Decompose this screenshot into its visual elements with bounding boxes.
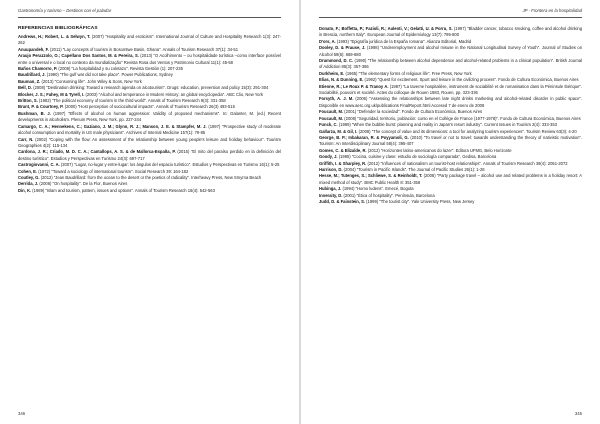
- reference-authors: Donato, F.; Boffetta, P.; Fazioli, R.; Aulenti, V.; Gelatti, U. & Porru, S.: [319, 26, 453, 31]
- reference-details: (2006) "La hospitalidad y su coletazo". Revista Gestión (1): 207-235: [57, 66, 183, 72]
- reference-authors: Gomes, C. & Elizalde, R.: [319, 147, 367, 153]
- reference-details: (2006) "Assessing the relationships between late night drinks marketing and alcohol-related disorder in public space". Disponible en www.aerc.org.uk/publications FinalReport.html Accesed 7 de enero de 2008: [319, 96, 583, 108]
- reference-entry: [319, 135, 582, 148]
- reference-details: (2008) "The concept of value and its dimensions: a tool for analyzing tourism experiences". Tourism Review 63(3): 4-20: [357, 128, 577, 134]
- reference-entry: [18, 34, 281, 47]
- reference-details: (1972) "Toward a sociology of international tourism". Social Research 39: 164-182: [37, 168, 189, 174]
- reference-entry: [18, 53, 281, 66]
- reference-entry: [319, 26, 582, 39]
- reference-authors: D'ors, A.: [319, 38, 336, 44]
- reference-details: (2010) "To travel or not to travel: towards understanding the theory of nativistic motivation". Tourism: An Interdisciplinary Journal 58(4): 395-407: [319, 134, 582, 147]
- reference-entry: [319, 96, 582, 109]
- reference-authors: George, B. P.; Inbakaran, R. & Poyyamoli, G.: [319, 134, 409, 140]
- reference-authors: Funck, C.: [319, 122, 338, 128]
- reference-authors: Hesse, M.; Tutenges, S.; Schliewe, S. & Reinholdt, T.: [319, 173, 423, 179]
- reference-details: (2007) "Hospitality and eroticism". International Journal of Culture and Hospitality Research 1(3): 247-262: [18, 34, 281, 46]
- reference-details: (2011) "Lay concepts of tourism in Bosomtwe Basin, Ghana". Annals of Tourism Research 37(1): 34-51: [48, 46, 239, 52]
- reference-authors: Blocker, J. S.; Fahey, M & Tyrell, I.: [18, 91, 85, 97]
- reference-authors: Durkheim, E.: [319, 70, 345, 76]
- references-title: REFERENCIAS BIBLIOGRÁFICAS: [18, 26, 98, 31]
- reference-authors: Andrews, H.; Robert, L. & Selwyn, T.: [18, 34, 91, 39]
- reference-authors: Elias, N. & Dunning, E.: [319, 77, 364, 83]
- reference-authors: Cardona, J. R.; Criado, M. D. C. A.; Cantallops, A. S. & de Mallorca-España, P.: [18, 149, 176, 155]
- right-reference-list: [319, 26, 582, 205]
- reference-details: (1982) "The political economy of tourism in the third world". Annals of Tourism Research 9(3): 331-358: [37, 98, 226, 104]
- reference-authors: Carr, N.: [18, 136, 34, 142]
- reference-details: (2015) "El mito del paraíso perdido en la definición del destino turístico". Estudios y Perspectivas en Turismo 24(3): 697-717: [18, 149, 281, 161]
- reference-details: (1987) "La taverne hospitalière, instrument de sociabilité et de romanisation dans la Péninsule Ibérique". Sociabilité, pouvoirs et société. Actes du colloque de Rouen 1983, Rouen, pp. 323-336: [319, 83, 582, 96]
- reference-details: (1999) "The tourist city". Yale University Press, New Jersey: [365, 198, 475, 204]
- reference-details: (1998) "Underemployment and alcohol misuse in the National Longitudinal Survey of Youth". Journal of Studies on Alcohol 59(6): 669-680: [319, 45, 582, 57]
- reference-authors: Coutley, G.: [18, 174, 40, 180]
- reference-entry: [319, 84, 582, 97]
- reference-details: (2013) "O Acolhimento – ou hospitalidade turística –como interface possível entre o universal e o local no contexto da mundialização" Revista Rosa dos Ventos y Patrimonio Cultural 11(1): 45-58: [18, 53, 281, 65]
- reference-details: (1993) "Epigrafía jurídica de la España romana". Alianza Editorial, Madrid: [335, 38, 472, 44]
- reference-authors: Dooley, D. & Prause, J.: [319, 45, 366, 51]
- reference-details: (2000) "Host perception of sociocultural impacts". Annals of Tourism Research 26(3) 493-515: [63, 104, 235, 110]
- reference-authors: Goody, J.: [319, 154, 338, 160]
- reference-details: (1965) "The elementary forms of religious life". Free Press, New York: [344, 70, 472, 76]
- reference-authors: Forsyth, A. J. M.: [319, 96, 354, 102]
- reference-authors: Etienne, R.; Le Roux P. & Tranoy A.: [319, 83, 389, 89]
- reference-details: (1992) "Quest for excitement. Sport and leisure in the civilizing process". Fondo de Cultura Económica, Buenos Aires: [363, 77, 579, 83]
- reference-details: (1999) "When the bubble burst: planning and reality in Japan's resort industry". Current Issues in Tourism 2(4): 333-353: [337, 122, 557, 128]
- reference-entry: [18, 188, 281, 194]
- reference-details: (2008) "Seguridad, territorio, población: curso en el Collège de France (1977-1978)". Fondo de Cultura Económica, Buenos Aires: [343, 115, 581, 121]
- reference-details: (2012) "Horizontes latino-americanos do lazer". Editora UFMG, Belo Horizonte: [366, 147, 512, 153]
- reference-authors: Anuupandeh, F.: [18, 46, 49, 52]
- reference-details: (1997) "Bladder cancer, tobacco smoking, coffee and alcohol drinking in Brescia, northern Italy". European Journal of Epidemiology 13(7): 795-800: [319, 26, 582, 38]
- reference-entry: [319, 173, 582, 186]
- reference-entry: [319, 58, 582, 71]
- reference-authors: Drummond, D. C.: [319, 58, 354, 64]
- reference-entry: [319, 45, 582, 58]
- reference-authors: Baudrillard, J.: [18, 72, 46, 78]
- reference-details: (1994) "Homo ludens". Emecé, Bogota: [341, 186, 414, 192]
- reference-authors: Araujo Perazzolo, O.; Capellano Dos Santos, M. & Pereira, S.: [18, 53, 139, 59]
- left-page-number: 346: [18, 411, 26, 416]
- reference-authors: Judd, D. & Fainstein, S.: [319, 198, 366, 204]
- reference-details: (1989) "Islam and tourism, pattern, issues and options". Annals of Tourism Research 16(4): 542-563: [31, 187, 215, 193]
- reference-details: (1990) "The gulf war did not take place". Power Publications, Sydney: [45, 72, 173, 78]
- reference-entry: [18, 111, 281, 124]
- reference-details: (2004) "Tourism in Pacific Islands". The Journal of Pacific Studies 26(1): 1-28: [342, 166, 485, 172]
- right-header-text: JP · Frontera en la hospitalidad: [522, 8, 582, 13]
- reference-authors: Derrida, J.: [18, 181, 39, 187]
- reference-details: (2013) "Consuming life". John Wiley & Sons, New York: [40, 78, 142, 84]
- reference-authors: Camargo, C. A.; Hennekens, C.; Gaziano, J. M.; Glynn, R. J.; Manson, J. E. & Stampfer, M. J.: [18, 123, 207, 129]
- reference-details: (1997) "Effects of alcohol on human aggression: Validity of proposed mechanisms". In: Galanter, M. (ed.) Recent developments in alcoholism. Plenum Press, New York, pp. 227-244: [18, 110, 281, 123]
- reference-entry: [18, 137, 281, 150]
- left-content: [18, 26, 281, 194]
- reference-details: (2002) "Coping with the flow: An assessment of the relationship between young people's leisure and holiday behaviour". Tourism Geographies 4(2): 115-134: [18, 136, 281, 148]
- reference-authors: Hubinga, J.: [319, 186, 342, 192]
- right-content: [319, 26, 582, 205]
- right-running-header: [319, 7, 582, 18]
- reference-entry: [18, 149, 281, 162]
- reference-authors: Bauman, Z.: [18, 78, 41, 84]
- left-reference-list: [18, 34, 281, 194]
- reference-authors: Foucault, M.: [319, 115, 344, 121]
- reference-details: (2003) "Alcohol and temperance in Modern History: an global encyclopedia". ABC Clio, New York: [84, 91, 263, 97]
- reference-details: (2012) "Jean Baudrillard: from the ocean to the desert or the poetics of radicality". Interheavy Press, New Smyrna Beach: [39, 174, 262, 180]
- reference-details: (2001) "Defender la sociedad". Fondo de Cultura Económica, Buenos Aires: [343, 109, 483, 115]
- reference-details: (1995) "Cocina, cuisine y clase: estudio de sociología comparada". Gedisa, Barcelona: [337, 154, 497, 160]
- reference-entry: [18, 124, 281, 137]
- right-page: [301, 0, 600, 424]
- right-page-number: 345: [574, 411, 582, 416]
- reference-entry: [319, 199, 582, 205]
- reference-details: (1997) "Prospective study of moderate alcohol consumption and mortality in US male physicians". Archives of Internal Medicine 157(1): 79-85: [18, 123, 281, 136]
- reference-authors: Gallarza, M. & Gil, I.: [319, 128, 358, 134]
- reference-authors: Baños Chamorro, P.: [18, 66, 58, 72]
- reference-details: (1990) "The relationship between alcohol dependence and alcohol-related problems in a clinical population". British Journal of Addiction 85(3): 357-366: [319, 58, 582, 70]
- reference-authors: Cohen, E.: [18, 168, 38, 174]
- left-page: [0, 0, 299, 424]
- reference-authors: Bell, D.: [18, 85, 33, 91]
- reference-details: (2001) "Ética of hospitality". Península, Barcelona: [342, 192, 435, 198]
- reference-details: (2008) "Party package travel – alcohol use and related problems in a holiday resort: A mixed method of study". BMC Public Health 8: 351-358: [319, 173, 582, 185]
- reference-details: (2012) "Influences of nationalism on tourist-host relationships". Annals of Tourism Research 39(4): 2051-2072: [366, 160, 568, 166]
- reference-authors: Foucault, M.: [319, 109, 344, 115]
- reference-details: (2008) "Destination drinking: Toward a research agenda on alcotourism". Drugs: education, prevention and policy 15(3): 291-304: [32, 85, 269, 91]
- left-header-text: Gastronomía y turismo – Destinos con el paladar: [18, 8, 112, 13]
- reference-authors: Castrogiovanni, C. A.: [18, 162, 60, 168]
- reference-authors: Brunt, P. & Courtney, P.: [18, 104, 64, 110]
- reference-authors: Harrison, D.: [319, 166, 343, 172]
- reference-details: (2007) "Lugar, no-lugar y entre-lugar: los ángulos del espacio turístico". Estudios y Perspectivas en Turismo 16(1): 5-25: [59, 162, 280, 168]
- reference-authors: Din, K.: [18, 187, 32, 193]
- left-running-header: [18, 7, 281, 18]
- reference-details: (2006) "On hospitality". De la Flor, Buenos Aires: [38, 181, 128, 187]
- reference-authors: Griffith, I. & Sharpley, R.: [319, 160, 367, 166]
- reference-authors: Bushman, B. J.: [18, 110, 51, 116]
- reference-authors: Inneraity, D.: [319, 192, 343, 198]
- reference-authors: Britton, S.: [18, 98, 38, 104]
